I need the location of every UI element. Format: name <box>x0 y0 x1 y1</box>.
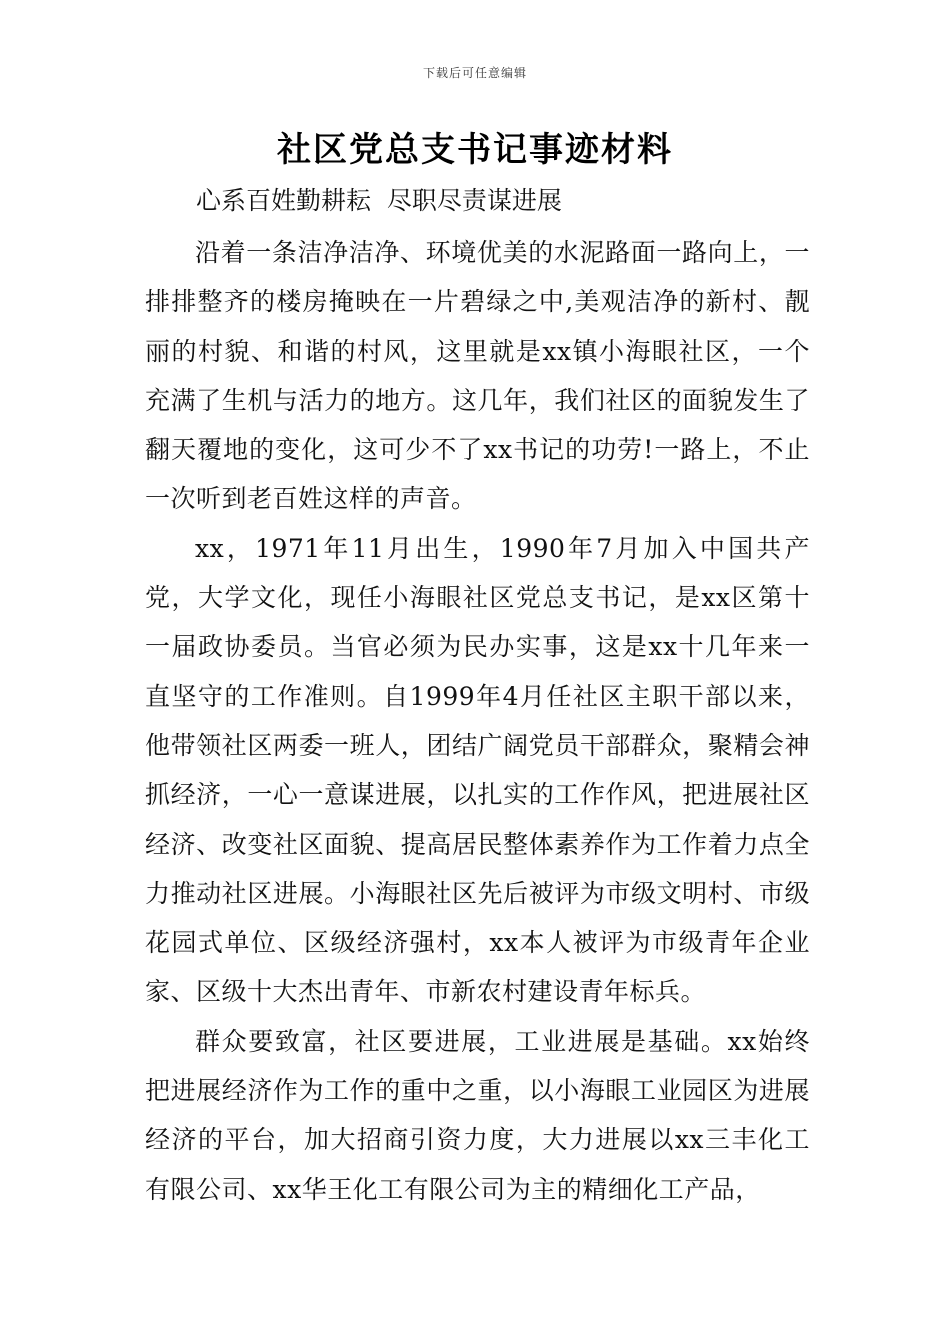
paragraph-1: 沿着一条洁净洁净、环境优美的水泥路面一路向上，一排排整齐的楼房掩映在一片碧绿之中,美观洁净的新村、靓丽的村貌、和谐的村风，这里就是xx镇小海眼社区，一个充满了生机与活力的地方。这几年，我们社区的面貌发生了翻天覆地的变化，这可少不了xx书记的功劳!一路上，不止一次听到老百姓这样的声音。 <box>145 238 810 514</box>
page-title: 社区党总支书记事迹材料 <box>277 130 673 170</box>
paragraph-2: xx，1971年11月出生，1990年7月加入中国共产党，大学文化，现任小海眼社区党总支书记，是xx区第十一届政协委员。当官必须为民办实事，这是xx十几年来一直坚守的工作准则。自1999年4月任社区主职干部以来，他带领社区两委一班人，团结广阔党员干部群众，聚精会神抓经济，一心一意谋进展，以扎实的工作作风，把进展社区经济、改变社区面貌、提高居民整体素养作为工作着力点全力推动社区进展。小海眼社区先后被评为市级文明村、市级花园式单位、区级经济强村，xx本人被评为市级青年企业家、区级十大杰出青年、市新农村建设青年标兵。 <box>145 533 810 1007</box>
header-note: 下载后可任意编辑 <box>422 66 527 80</box>
body-text <box>145 228 810 1214</box>
subtitle: 心系百姓勤耕耘 尽职尽责谋进展 <box>196 186 562 215</box>
paragraph-3: 群众要致富，社区要进展，工业进展是基础。xx始终把进展经济作为工作的重中之重，以小海眼工业园区为进展经济的平台，加大招商引资力度，大力进展以xx三丰化工有限公司、xx华王化工有限公司为主的精细化工产品， <box>145 1026 810 1204</box>
